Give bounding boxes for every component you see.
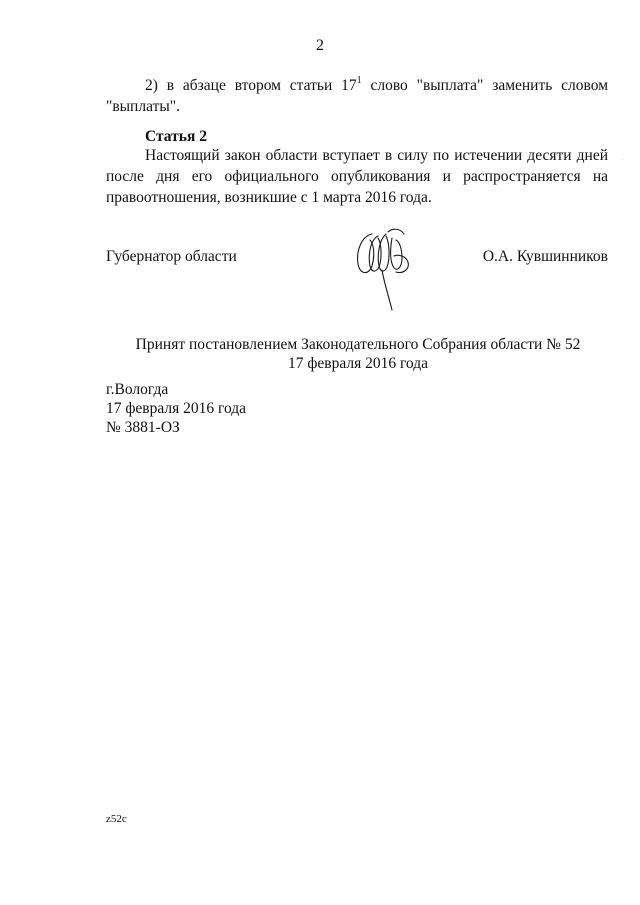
amendment-paragraph	[106, 75, 608, 117]
article-heading: Статья 2	[145, 128, 207, 145]
law-number: № 3881-ОЗ	[106, 419, 180, 436]
place-date-block	[106, 380, 246, 437]
amendment-prefix: 2) в абзаце втором статьи 17	[145, 77, 357, 94]
amendment-superscript: 1	[356, 74, 362, 86]
footer-code: z52c	[106, 813, 127, 825]
amendment-suffix: слово "выплата" заменить словом "выплаты".	[106, 77, 608, 115]
governor-name: О.А. Кувшинников	[482, 248, 608, 265]
adoption-statement	[0, 335, 640, 373]
margin-mark: ·	[622, 157, 624, 163]
law-date: 17 февраля 2016 года	[106, 400, 247, 417]
page-number: 2	[316, 37, 324, 54]
article-body: Настоящий закон области вступает в силу по истечении десяти дней после дня его официального опубликования и распространяется на правоотношения, возникшие с 1 марта 2016 года.	[106, 147, 608, 206]
adoption-line-2: 17 февраля 2016 года	[287, 355, 429, 372]
governor-title: Губернатор области	[106, 248, 237, 265]
city: г.Вологда	[106, 381, 169, 398]
adoption-line-1: Принят постановлением Законодательного Собрания области № 52	[135, 336, 581, 353]
handwritten-signature	[348, 226, 414, 312]
